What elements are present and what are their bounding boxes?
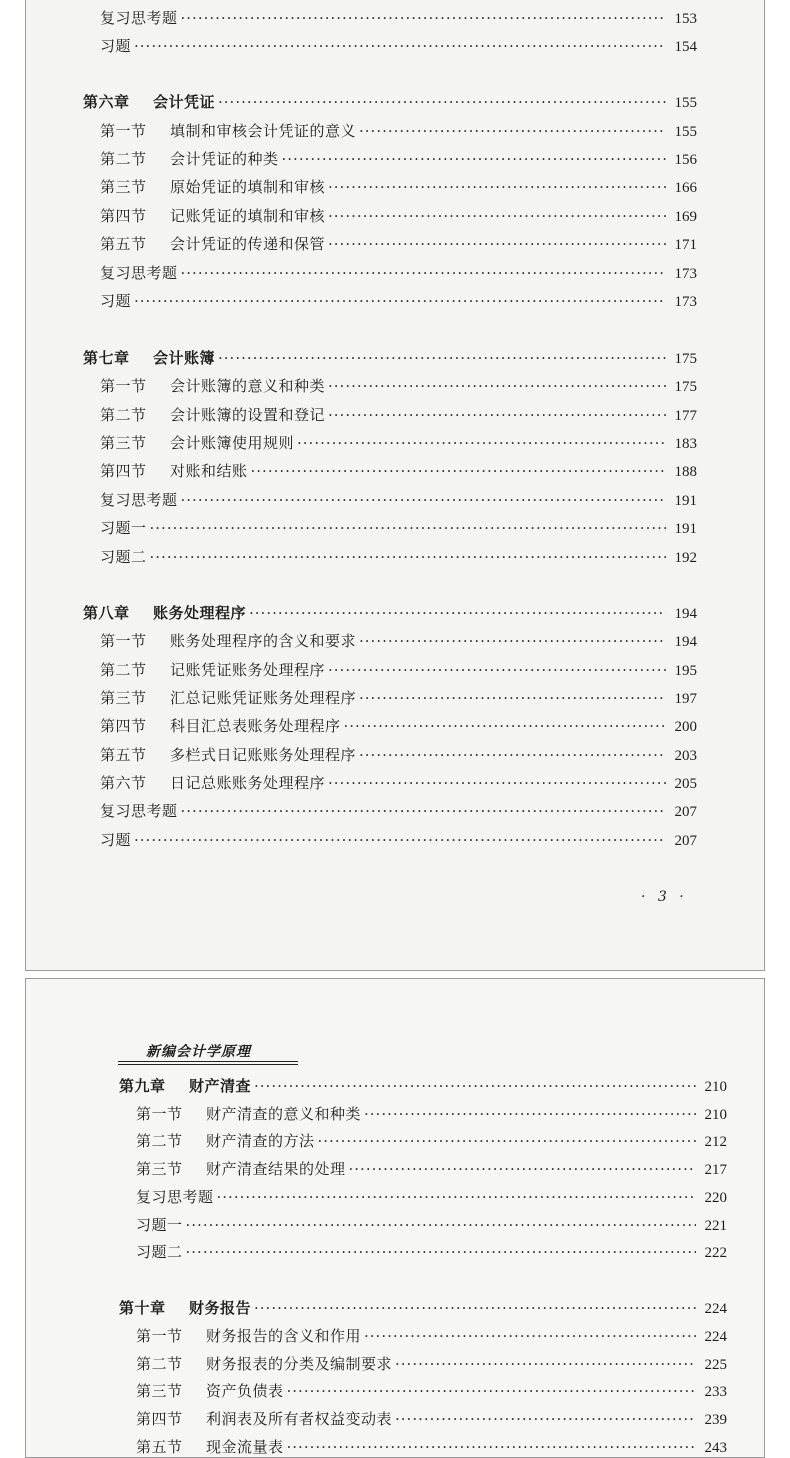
chapter-number: 第八章	[83, 604, 130, 622]
toc-entry-title	[100, 405, 325, 425]
toc-section-entry	[100, 149, 697, 170]
section-number: 第四节	[136, 1410, 183, 1428]
toc-entry-title	[100, 206, 325, 226]
toc-entry-title	[100, 660, 325, 680]
page-number-ref: 155	[674, 95, 697, 111]
entry-title-text: 复习思考题	[100, 802, 178, 820]
page-number-ref: 210	[704, 1107, 727, 1123]
dot-leader	[364, 1104, 696, 1124]
toc-entry-title	[83, 603, 246, 623]
dot-leader	[359, 631, 666, 651]
section-number: 第六节	[100, 774, 147, 792]
dot-leader	[134, 291, 666, 311]
section-number: 第三节	[100, 434, 147, 452]
page-number-ref: 243	[704, 1440, 727, 1456]
dot-leader	[359, 745, 666, 765]
entry-title-text: 利润表及所有者权益变动表	[206, 1410, 393, 1428]
dot-leader	[328, 206, 666, 226]
toc-entry-title	[100, 36, 131, 56]
dot-leader	[364, 1326, 696, 1346]
page-number-ref: 197	[674, 691, 697, 707]
dot-leader	[349, 1159, 696, 1179]
dot-leader	[328, 405, 666, 425]
entry-title-text: 复习思考题	[100, 491, 178, 509]
page-number-ref: 169	[674, 209, 697, 225]
dot-leader	[181, 263, 666, 283]
toc-section-entry	[136, 1159, 727, 1180]
dot-leader	[359, 121, 666, 141]
toc-item-entry	[100, 8, 697, 29]
entry-title-text: 复习思考题	[100, 264, 178, 282]
page-number-ref: 200	[674, 719, 697, 735]
entry-title-text: 账务处理程序的含义和要求	[170, 632, 357, 650]
page-number-ref: 153	[674, 11, 697, 27]
section-number: 第四节	[100, 462, 147, 480]
entry-title-text: 会计账簿使用规则	[170, 434, 295, 452]
page-number-ref: 205	[674, 776, 697, 792]
section-number: 第一节	[136, 1105, 183, 1123]
dot-leader	[218, 348, 666, 368]
toc-entry-title	[100, 8, 178, 28]
page-number-ref: 175	[674, 351, 697, 367]
toc-entry-title	[100, 801, 178, 821]
entry-title-text: 习题一	[100, 519, 147, 537]
toc-section-entry	[100, 745, 697, 766]
page-number-ref: 221	[704, 1218, 727, 1234]
dot-leader	[318, 1131, 696, 1151]
toc-section-entry	[100, 433, 697, 454]
toc-entry-title	[100, 461, 248, 481]
toc-item-entry	[100, 830, 697, 851]
section-number: 第四节	[100, 207, 147, 225]
entry-title-text: 多栏式日记账账务处理程序	[170, 746, 357, 764]
toc-entry-title	[136, 1381, 284, 1401]
entry-title-text: 财务报表的分类及编制要求	[206, 1355, 393, 1373]
page-number: · 3 ·	[641, 889, 688, 905]
toc-entry-title	[100, 149, 279, 169]
dot-leader	[395, 1354, 696, 1374]
toc-entry-title	[136, 1159, 346, 1179]
section-number: 第五节	[100, 235, 147, 253]
toc-page-4	[25, 978, 765, 1458]
page-number-ref: 203	[674, 748, 697, 764]
toc-item-entry	[136, 1215, 727, 1236]
dot-leader	[217, 1187, 696, 1207]
toc-section-entry	[100, 206, 697, 227]
section-number: 第三节	[136, 1160, 183, 1178]
toc-section-entry	[100, 405, 697, 426]
section-number: 第二节	[100, 661, 147, 679]
page-number-ref: 183	[674, 436, 697, 452]
chapter-number: 第十章	[119, 1299, 166, 1317]
toc-section-entry	[136, 1326, 727, 1347]
toc-chapter-entry	[119, 1076, 727, 1097]
entry-title-text: 财产清查	[189, 1077, 252, 1095]
page-number-ref: 225	[704, 1357, 727, 1373]
dot-leader	[297, 433, 666, 453]
toc-entry-title	[83, 348, 215, 368]
toc-entry-title	[136, 1215, 183, 1235]
toc-item-entry	[100, 490, 697, 511]
toc-entry-title	[100, 745, 356, 765]
toc-chapter-entry	[83, 603, 697, 624]
page-number-ref: 224	[704, 1301, 727, 1317]
toc-entry-title	[136, 1409, 392, 1429]
toc-item-entry	[100, 291, 697, 312]
entry-title-text: 日记总账账务处理程序	[170, 774, 326, 792]
toc-entry-title	[136, 1326, 361, 1346]
toc-item-entry	[136, 1187, 727, 1208]
entry-title-text: 会计账簿的意义和种类	[170, 377, 326, 395]
section-number: 第三节	[136, 1382, 183, 1400]
section-number: 第五节	[136, 1438, 183, 1456]
section-number: 第一节	[136, 1327, 183, 1345]
page-number-ref: 194	[674, 606, 697, 622]
page-number-ref: 177	[674, 408, 697, 424]
dot-leader	[134, 36, 666, 56]
toc-entry-title	[136, 1242, 183, 1262]
toc-entry-title	[100, 234, 325, 254]
toc-entry-title	[136, 1187, 214, 1207]
entry-title-text: 习题	[100, 292, 132, 310]
page-number-ref: 224	[704, 1329, 727, 1345]
toc-section-entry	[136, 1131, 727, 1152]
toc-section-entry	[100, 660, 697, 681]
toc-section-entry	[100, 121, 697, 142]
toc-entry-title	[100, 177, 325, 197]
toc-section-entry	[136, 1104, 727, 1125]
toc-section-entry	[100, 716, 697, 737]
section-number: 第二节	[136, 1355, 183, 1373]
toc-section-entry	[136, 1354, 727, 1375]
entry-title-text: 会计账簿的设置和登记	[170, 406, 326, 424]
page-number-ref: 166	[674, 180, 697, 196]
page-number-ref: 154	[674, 39, 697, 55]
dot-leader	[218, 92, 666, 112]
toc-item-entry	[100, 263, 697, 284]
dot-leader	[254, 1076, 696, 1096]
section-number: 第一节	[100, 122, 147, 140]
dot-leader	[134, 830, 666, 850]
toc-section-entry	[136, 1437, 727, 1458]
page-number-ref: 207	[674, 804, 697, 820]
dot-leader	[181, 490, 666, 510]
toc-item-entry	[100, 801, 697, 822]
page-number-ref: 156	[674, 152, 697, 168]
entry-title-text: 会计账簿	[153, 349, 216, 367]
toc-section-entry	[100, 773, 697, 794]
dot-leader	[395, 1409, 696, 1429]
entry-title-text: 会计凭证	[153, 93, 216, 111]
page-number-ref: 155	[674, 124, 697, 140]
page-number-ref: 171	[674, 237, 697, 253]
entry-title-text: 科目汇总表账务处理程序	[170, 717, 341, 735]
toc-entry-title	[100, 263, 178, 283]
entry-title-text: 习题二	[136, 1243, 183, 1261]
dot-leader	[328, 177, 666, 197]
entry-title-text: 会计凭证的种类	[170, 150, 279, 168]
entry-title-text: 现金流量表	[206, 1438, 284, 1456]
toc-entry-title	[119, 1298, 251, 1318]
running-header-title: 新编会计学原理	[146, 1044, 251, 1060]
entry-title-text: 复习思考题	[136, 1188, 214, 1206]
section-number: 第一节	[100, 632, 147, 650]
entry-title-text: 资产负债表	[206, 1382, 284, 1400]
toc-entry-title	[100, 490, 178, 510]
toc-section-entry	[100, 688, 697, 709]
page-number-ref: 239	[704, 1412, 727, 1428]
dot-leader	[344, 716, 666, 736]
dot-leader	[282, 149, 666, 169]
toc-entry-title	[136, 1131, 315, 1151]
entry-title-text: 记账凭证的填制和审核	[170, 207, 326, 225]
entry-title-text: 对账和结账	[170, 462, 248, 480]
toc-section-entry	[136, 1381, 727, 1402]
dot-leader	[287, 1381, 696, 1401]
toc-entry-title	[100, 688, 356, 708]
entry-title-text: 财产清查结果的处理	[206, 1160, 346, 1178]
entry-title-text: 财务报告的含义和作用	[206, 1327, 362, 1345]
dot-leader	[181, 8, 666, 28]
page-number-ref: 217	[704, 1162, 727, 1178]
toc-entry-title	[83, 92, 215, 112]
page-number-ref: 188	[674, 464, 697, 480]
toc-entry-title	[119, 1076, 251, 1096]
section-number: 第二节	[136, 1132, 183, 1150]
toc-section-entry	[100, 234, 697, 255]
dot-leader	[328, 234, 666, 254]
toc-entry-title	[100, 376, 325, 396]
header-rule	[118, 1061, 298, 1062]
chapter-number: 第六章	[83, 93, 130, 111]
toc-entry-title	[136, 1437, 284, 1457]
toc-entry-title	[100, 433, 294, 453]
toc-entry-title	[100, 830, 131, 850]
entry-title-text: 记账凭证账务处理程序	[170, 661, 326, 679]
entry-title-text: 原始凭证的填制和审核	[170, 178, 326, 196]
toc-entry-title	[100, 121, 356, 141]
section-number: 第二节	[100, 406, 147, 424]
entry-title-text: 习题二	[100, 548, 147, 566]
toc-section-entry	[100, 177, 697, 198]
dot-leader	[249, 603, 666, 623]
dot-leader	[328, 660, 666, 680]
toc-item-entry	[100, 36, 697, 57]
dot-leader	[287, 1437, 696, 1457]
toc-section-entry	[100, 461, 697, 482]
page-number-ref: 191	[674, 521, 697, 537]
page-number-ref: 191	[674, 493, 697, 509]
page-number-ref: 192	[674, 550, 697, 566]
page-number-ref: 212	[704, 1134, 727, 1150]
section-number: 第三节	[100, 178, 147, 196]
dot-leader	[359, 688, 666, 708]
toc-chapter-entry	[119, 1298, 727, 1319]
entry-title-text: 复习思考题	[100, 9, 178, 27]
toc-entry-title	[100, 518, 147, 538]
dot-leader	[251, 461, 666, 481]
entry-title-text: 会计凭证的传递和保管	[170, 235, 326, 253]
page-number-ref: 210	[704, 1079, 727, 1095]
section-number: 第五节	[100, 746, 147, 764]
toc-chapter-entry	[83, 348, 697, 369]
page-number-ref: 194	[674, 634, 697, 650]
toc-item-entry	[100, 547, 697, 568]
entry-title-text: 财务报告	[189, 1299, 252, 1317]
toc-section-entry	[100, 376, 697, 397]
dot-leader	[328, 376, 666, 396]
chapter-number: 第九章	[119, 1077, 166, 1095]
dot-leader	[150, 547, 666, 567]
page-number-ref: 173	[674, 294, 697, 310]
section-number: 第二节	[100, 150, 147, 168]
entry-title-text: 习题	[100, 831, 132, 849]
dot-leader	[186, 1215, 696, 1235]
page-number-ref: 222	[704, 1245, 727, 1261]
entry-title-text: 填制和审核会计凭证的意义	[170, 122, 357, 140]
entry-title-text: 习题一	[136, 1216, 183, 1234]
page-number-ref: 220	[704, 1190, 727, 1206]
toc-entry-title	[100, 716, 341, 736]
page-number-ref: 195	[674, 663, 697, 679]
dot-leader	[181, 801, 666, 821]
toc-entry-title	[136, 1354, 392, 1374]
toc-item-entry	[100, 518, 697, 539]
toc-item-entry	[136, 1242, 727, 1263]
page-number-ref: 175	[674, 379, 697, 395]
section-number: 第四节	[100, 717, 147, 735]
toc-entry-title	[100, 547, 147, 567]
entry-title-text: 汇总记账凭证账务处理程序	[170, 689, 357, 707]
header-rule	[118, 1064, 298, 1065]
toc-section-entry	[100, 631, 697, 652]
entry-title-text: 财产清查的方法	[206, 1132, 315, 1150]
dot-leader	[254, 1298, 696, 1318]
page-number-ref: 207	[674, 833, 697, 849]
toc-entry-title	[100, 773, 325, 793]
toc-entry-title	[100, 291, 131, 311]
toc-section-entry	[136, 1409, 727, 1430]
section-number: 第一节	[100, 377, 147, 395]
entry-title-text: 财产清查的意义和种类	[206, 1105, 362, 1123]
dot-leader	[150, 518, 666, 538]
toc-chapter-entry	[83, 92, 697, 113]
page-number-ref: 233	[704, 1384, 727, 1400]
toc-page-3	[25, 0, 765, 971]
entry-title-text: 习题	[100, 37, 132, 55]
entry-title-text: 账务处理程序	[153, 604, 247, 622]
section-number: 第三节	[100, 689, 147, 707]
page-number-ref: 173	[674, 266, 697, 282]
toc-entry-title	[100, 631, 356, 651]
dot-leader	[328, 773, 666, 793]
toc-entry-title	[136, 1104, 361, 1124]
dot-leader	[186, 1242, 696, 1262]
chapter-number: 第七章	[83, 349, 130, 367]
